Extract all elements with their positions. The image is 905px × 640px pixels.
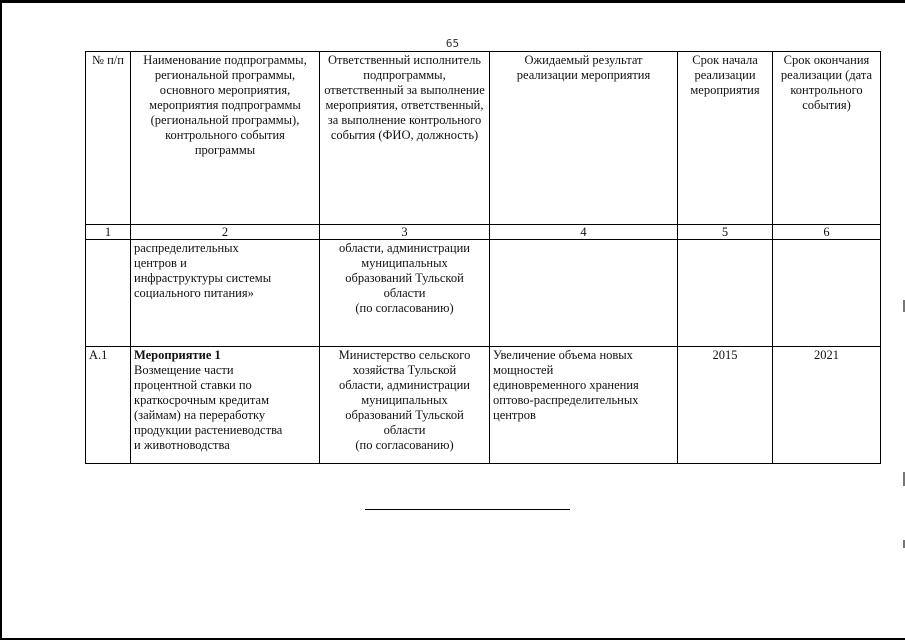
responsible-line: Министерство сельского [338,348,471,362]
name-line: краткосрочным кредитам [134,393,269,407]
column-number: 6 [773,225,881,240]
column-number: 3 [320,225,490,240]
name-line: Возмещение части [134,363,234,377]
column-numbers-row [86,225,881,240]
header-responsible: Ответственный исполнитель подпрограммы, ответственный за выполнение мероприятия, ответственный, за выполнение контрольного события (ФИО, должность) [320,52,490,225]
responsible-line: образований Тульской [345,271,464,285]
cell-name [131,240,320,347]
table-row-a1 [86,347,881,464]
result-line: единовременного хранения [493,378,639,392]
name-line: социального питания» [134,286,254,300]
result-line: оптово-распределительных [493,393,639,407]
responsible-line: муниципальных [361,393,448,407]
responsible-line: области [383,286,426,300]
activity-title: Мероприятие 1 [134,348,221,362]
responsible-line: образований Тульской [345,408,464,422]
cell-end [773,240,881,347]
cell-end: 2021 [773,347,881,464]
header-end: Срок окончания реализации (дата контрольного события) [773,52,881,225]
table-row-continuation [86,240,881,347]
column-number: 1 [86,225,131,240]
column-number: 4 [490,225,678,240]
header-row [86,52,881,225]
responsible-line: (по согласованию) [355,301,454,315]
result-line: Увеличение объема новых [493,348,633,362]
responsible-line: области, администрации [339,378,470,392]
cell-result [490,347,678,464]
header-start: Срок начала реализации мероприятия [678,52,773,225]
name-line: и животноводства [134,438,230,452]
responsible-line: хозяйства Тульской [352,363,457,377]
cell-num [86,240,131,347]
cell-num: А.1 [86,347,131,464]
name-line: (займам) на переработку [134,408,266,422]
result-line: центров [493,408,536,422]
end-rule [365,509,570,510]
cell-responsible [320,347,490,464]
responsible-line: (по согласованию) [355,438,454,452]
name-line: распределительных [134,241,239,255]
cell-responsible [320,240,490,347]
program-table [85,51,881,464]
column-number: 2 [131,225,320,240]
cell-name [131,347,320,464]
cell-result [490,240,678,347]
header-name: Наименование подпрограммы, региональной программы, основного мероприятия, мероприятия подпрограммы (региональной программы), контрольного события программы [131,52,320,225]
scan-top-border [0,0,905,3]
cell-start [678,240,773,347]
cell-start: 2015 [678,347,773,464]
responsible-line: области, администрации [339,241,470,255]
column-number: 5 [678,225,773,240]
result-line: мощностей [493,363,554,377]
header-result: Ожидаемый результат реализации мероприятия [490,52,678,225]
name-line: инфраструктуры системы [134,271,272,285]
responsible-line: области [383,423,426,437]
header-num: № п/п [86,52,131,225]
name-line: процентной ставки по [134,378,252,392]
name-line: центров и [134,256,187,270]
page-number: 65 [445,37,460,50]
name-line: продукции растениеводства [134,423,283,437]
scan-left-border [0,0,2,640]
responsible-line: муниципальных [361,256,448,270]
